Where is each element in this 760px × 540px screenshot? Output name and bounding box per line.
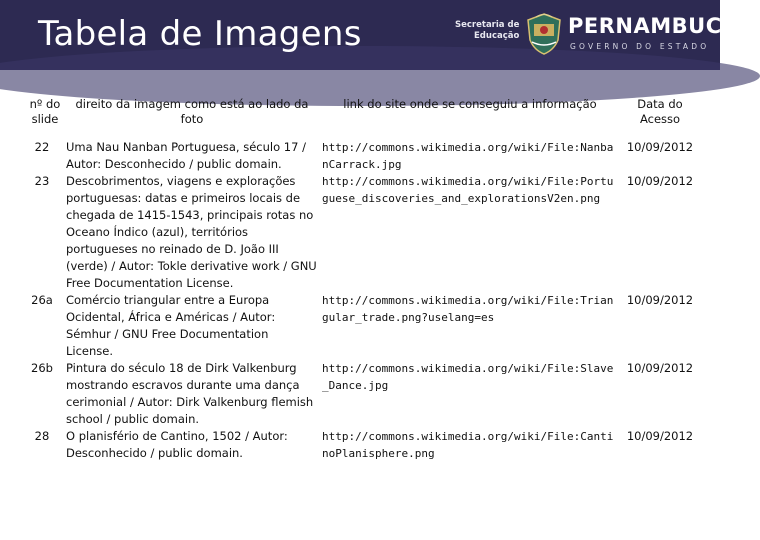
header-band [0,0,740,70]
cell-link[interactable]: http://commons.wikimedia.org/wiki/File:Slave_Dance.jpg [322,362,614,392]
cell-direito: Uma Nau Nanban Portuguesa, século 17 / Autor: Desconhecido / public domain. [66,140,306,171]
cell-slide: 23 [34,174,50,188]
page-title: Tabela de Imagens [38,14,362,54]
cell-data: 10/09/2012 [626,429,694,443]
cell-direito: Descobrimentos, viagens e explorações portuguesas: datas e primeiros locais de chegada de 1415-1543, principais rotas no Oceano Índico (azul), territórios portugueses no reinado de D. João III (verde) / Autor: Tokle derivative work / GNU Free Documentation License. [66,174,317,290]
cell-link[interactable]: http://commons.wikimedia.org/wiki/File:NanbanCarrack.jpg [322,141,614,171]
brand-subtitle: GOVERNO DO ESTADO [570,42,710,51]
table-row [26,173,700,292]
secretaria-label [455,20,519,42]
cell-data: 10/09/2012 [626,140,694,154]
cell-link[interactable]: http://commons.wikimedia.org/wiki/File:Portuguese_discoveries_and_explorationsV2en.png [322,175,614,205]
cell-data: 10/09/2012 [626,293,694,307]
brand-name: PERNAMBUCO [568,14,740,38]
coat-of-arms-icon [524,12,564,56]
header-link: link do site onde se conseguiu a informação [343,97,597,111]
cell-slide: 26b [31,361,53,375]
cell-direito: Comércio triangular entre a Europa Ocidental, África e Américas / Autor: Sémhur / GNU Free Documentation License. [66,293,276,358]
cell-slide: 28 [34,429,50,443]
cell-data: 10/09/2012 [626,174,694,188]
cell-slide: 22 [34,140,50,154]
cell-link[interactable]: http://commons.wikimedia.org/wiki/File:CantinoPlanisphere.png [322,430,614,460]
cell-direito: Pintura do século 18 de Dirk Valkenburg mostrando escravos durante uma dança cerimonial / Autor: Dirk Valkenburg flemish school / public domain. [66,361,314,426]
table-row [26,360,700,428]
table-row [26,428,700,462]
images-table [26,96,700,462]
cell-link[interactable]: http://commons.wikimedia.org/wiki/File:Triangular_trade.png?uselang=es [322,294,614,324]
secretaria-line2: Educação [474,31,520,41]
header-direito: direito da imagem como está ao lado da foto [75,97,309,126]
table-header-row [26,96,700,139]
header-data: Data do Acesso [637,97,683,126]
cell-direito: O planisfério de Cantino, 1502 / Autor: Desconhecido / public domain. [66,429,288,460]
cell-slide: 26a [31,293,53,307]
cell-data: 10/09/2012 [626,361,694,375]
header-slide: nº do slide [29,97,61,126]
secretaria-line1: Secretaria de [455,20,520,30]
table-row [26,139,700,173]
table-row [26,292,700,360]
